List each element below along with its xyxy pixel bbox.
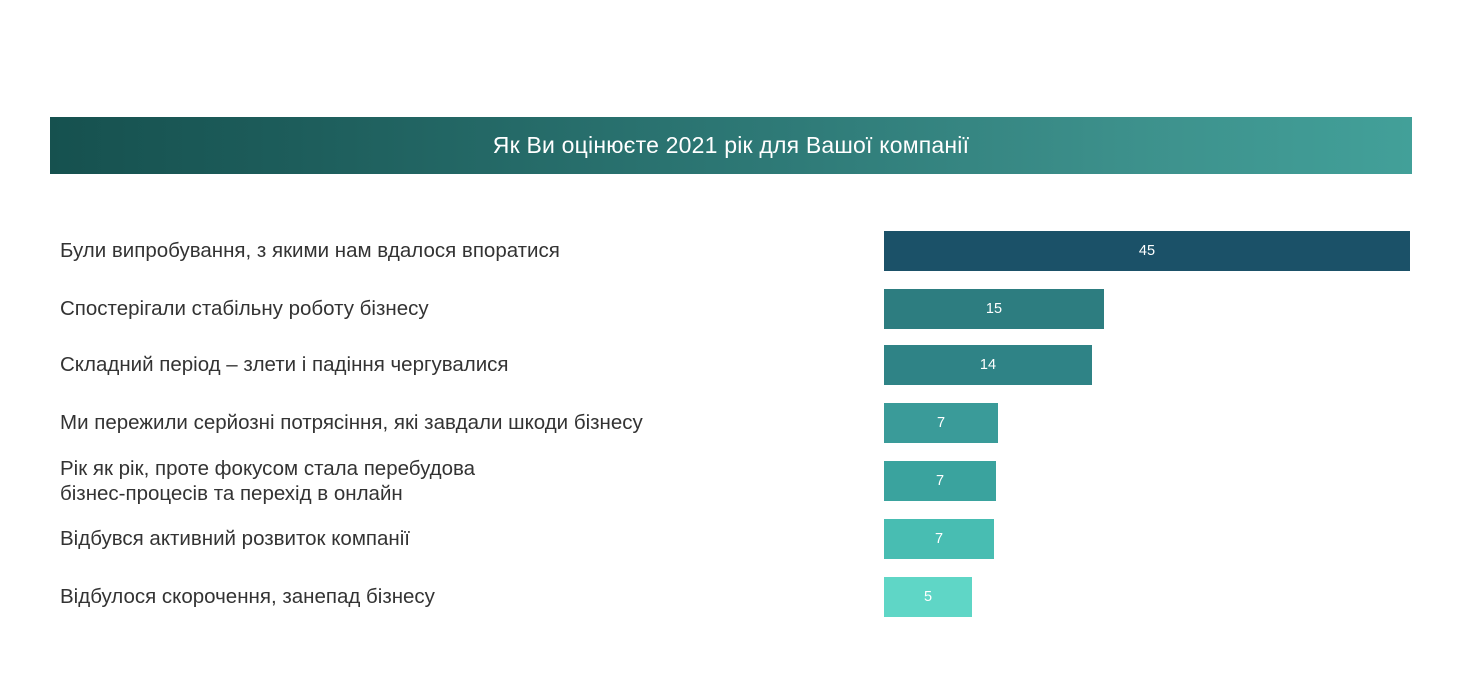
- horizontal-bar-chart: [0, 215, 1458, 645]
- bar-segment: [884, 461, 996, 501]
- bar-track: [884, 517, 994, 561]
- bar-label-line: Ми пережили серйозні потрясіння, які завдали шкоди бізнесу: [60, 411, 643, 435]
- bar-label: [60, 410, 870, 436]
- bar-value-label: 5: [923, 589, 933, 605]
- bar-value-label: 15: [985, 301, 1003, 317]
- bar-segment: [884, 519, 994, 559]
- bar-track: [884, 459, 996, 503]
- chart-title-banner: [50, 117, 1412, 174]
- bar-label: [60, 238, 870, 264]
- bar-label: [60, 296, 870, 322]
- bar-value-label: 7: [934, 531, 944, 547]
- bar-label: [60, 456, 870, 506]
- page-title: Як Ви оцінюєте 2021 рік для Вашої компанії: [492, 132, 970, 158]
- bar-value-label: 7: [935, 473, 945, 489]
- bar-label-line: Відбувся активний розвиток компанії: [60, 527, 410, 551]
- chart-row: [0, 459, 1458, 503]
- bar-value-label: 14: [979, 357, 997, 373]
- bar-segment: [884, 289, 1104, 329]
- bar-track: [884, 229, 1410, 273]
- bar-track: [884, 287, 1104, 331]
- chart-row: [0, 287, 1458, 331]
- bar-label-line: Відбулося скорочення, занепад бізнесу: [60, 585, 435, 609]
- bar-label-line: Були випробування, з якими нам вдалося впоратися: [60, 239, 560, 263]
- bar-value-label: 7: [936, 415, 946, 431]
- chart-row: [0, 229, 1458, 273]
- bar-label-line: бізнес-процесів та перехід в онлайн: [60, 482, 403, 505]
- bar-segment: [884, 345, 1092, 385]
- bar-track: [884, 401, 998, 445]
- chart-row: [0, 575, 1458, 619]
- bar-label-line: Спостерігали стабільну роботу бізнесу: [60, 297, 429, 321]
- bar-value-label: 45: [1138, 243, 1156, 259]
- chart-row: [0, 401, 1458, 445]
- chart-row: [0, 517, 1458, 561]
- bar-track: [884, 343, 1092, 387]
- bar-label: [60, 526, 870, 552]
- bar-segment: [884, 403, 998, 443]
- bar-label-line: Рік як рік, проте фокусом стала перебудова: [60, 457, 476, 480]
- chart-row: [0, 343, 1458, 387]
- bar-track: [884, 575, 972, 619]
- bar-label: [60, 352, 870, 378]
- bar-label-line: Складний період – злети і падіння чергувалися: [60, 353, 509, 377]
- bar-segment: [884, 577, 972, 617]
- bar-label: [60, 584, 870, 610]
- bar-segment: [884, 231, 1410, 271]
